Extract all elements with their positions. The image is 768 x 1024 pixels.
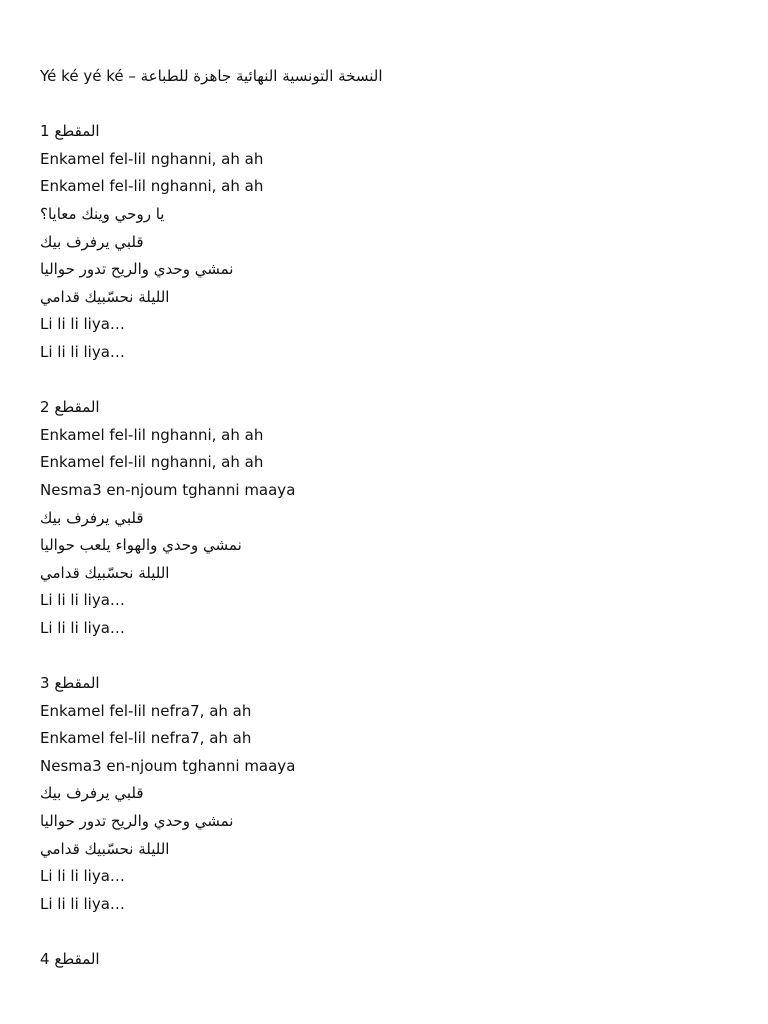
verse-3 <box>40 670 740 918</box>
lyric-line: Li li li liya… <box>40 342 125 361</box>
verse-4 <box>40 946 740 974</box>
lyrics-document <box>40 63 740 974</box>
verse-heading: المقطع 2 <box>40 398 100 417</box>
verse-heading: المقطع 3 <box>40 674 100 693</box>
lyric-line: Enkamel fel-lil nefra7, ah ah <box>40 701 252 720</box>
document-title: Yé ké yé ké – النسخة التونسية النهائية جاهزة للطباعة <box>40 67 383 85</box>
lyric-line: Li li li liya… <box>40 894 125 913</box>
lyric-line: نمشي وحدي والريح تدور حواليا <box>40 260 234 279</box>
lyric-line: Li li li liya… <box>40 591 125 610</box>
lyric-line: قلبي يرفرف بيك <box>40 508 144 527</box>
lyric-line: Enkamel fel-lil nghanni, ah ah <box>40 425 264 444</box>
lyric-line: الليلة نحسّبيك قدامي <box>40 287 170 306</box>
spacer <box>40 918 740 946</box>
spacer <box>40 642 740 670</box>
lyric-line: Enkamel fel-lil nghanni, ah ah <box>40 177 264 196</box>
verse-heading: المقطع 1 <box>40 122 100 141</box>
lyric-line: قلبي يرفرف بيك <box>40 784 144 803</box>
lyric-line: Enkamel fel-lil nghanni, ah ah <box>40 149 264 168</box>
verse-2 <box>40 394 740 642</box>
lyric-line: Li li li liya… <box>40 315 125 334</box>
lyric-line: Li li li liya… <box>40 618 125 637</box>
spacer <box>40 367 740 395</box>
lyric-line: Nesma3 en-njoum tghanni maaya <box>40 480 296 499</box>
lyric-line: Enkamel fel-lil nghanni, ah ah <box>40 453 264 472</box>
verse-heading: المقطع 4 <box>40 950 100 968</box>
lyric-line: قلبي يرفرف بيك <box>40 232 144 251</box>
verse-1 <box>40 118 740 366</box>
lyric-line: يا روحي وينك معايا؟ <box>40 204 165 223</box>
lyric-line: نمشي وحدي والريح تدور حواليا <box>40 812 234 831</box>
lyric-line: Enkamel fel-lil nefra7, ah ah <box>40 729 252 748</box>
lyric-line: Nesma3 en-njoum tghanni maaya <box>40 756 296 775</box>
lyric-line: الليلة نحسّبيك قدامي <box>40 563 170 582</box>
lyric-line: نمشي وحدي والهواء يلعب حواليا <box>40 536 242 555</box>
spacer <box>40 91 740 119</box>
lyric-line: Li li li liya… <box>40 867 125 886</box>
lyric-line: الليلة نحسّبيك قدامي <box>40 839 170 858</box>
